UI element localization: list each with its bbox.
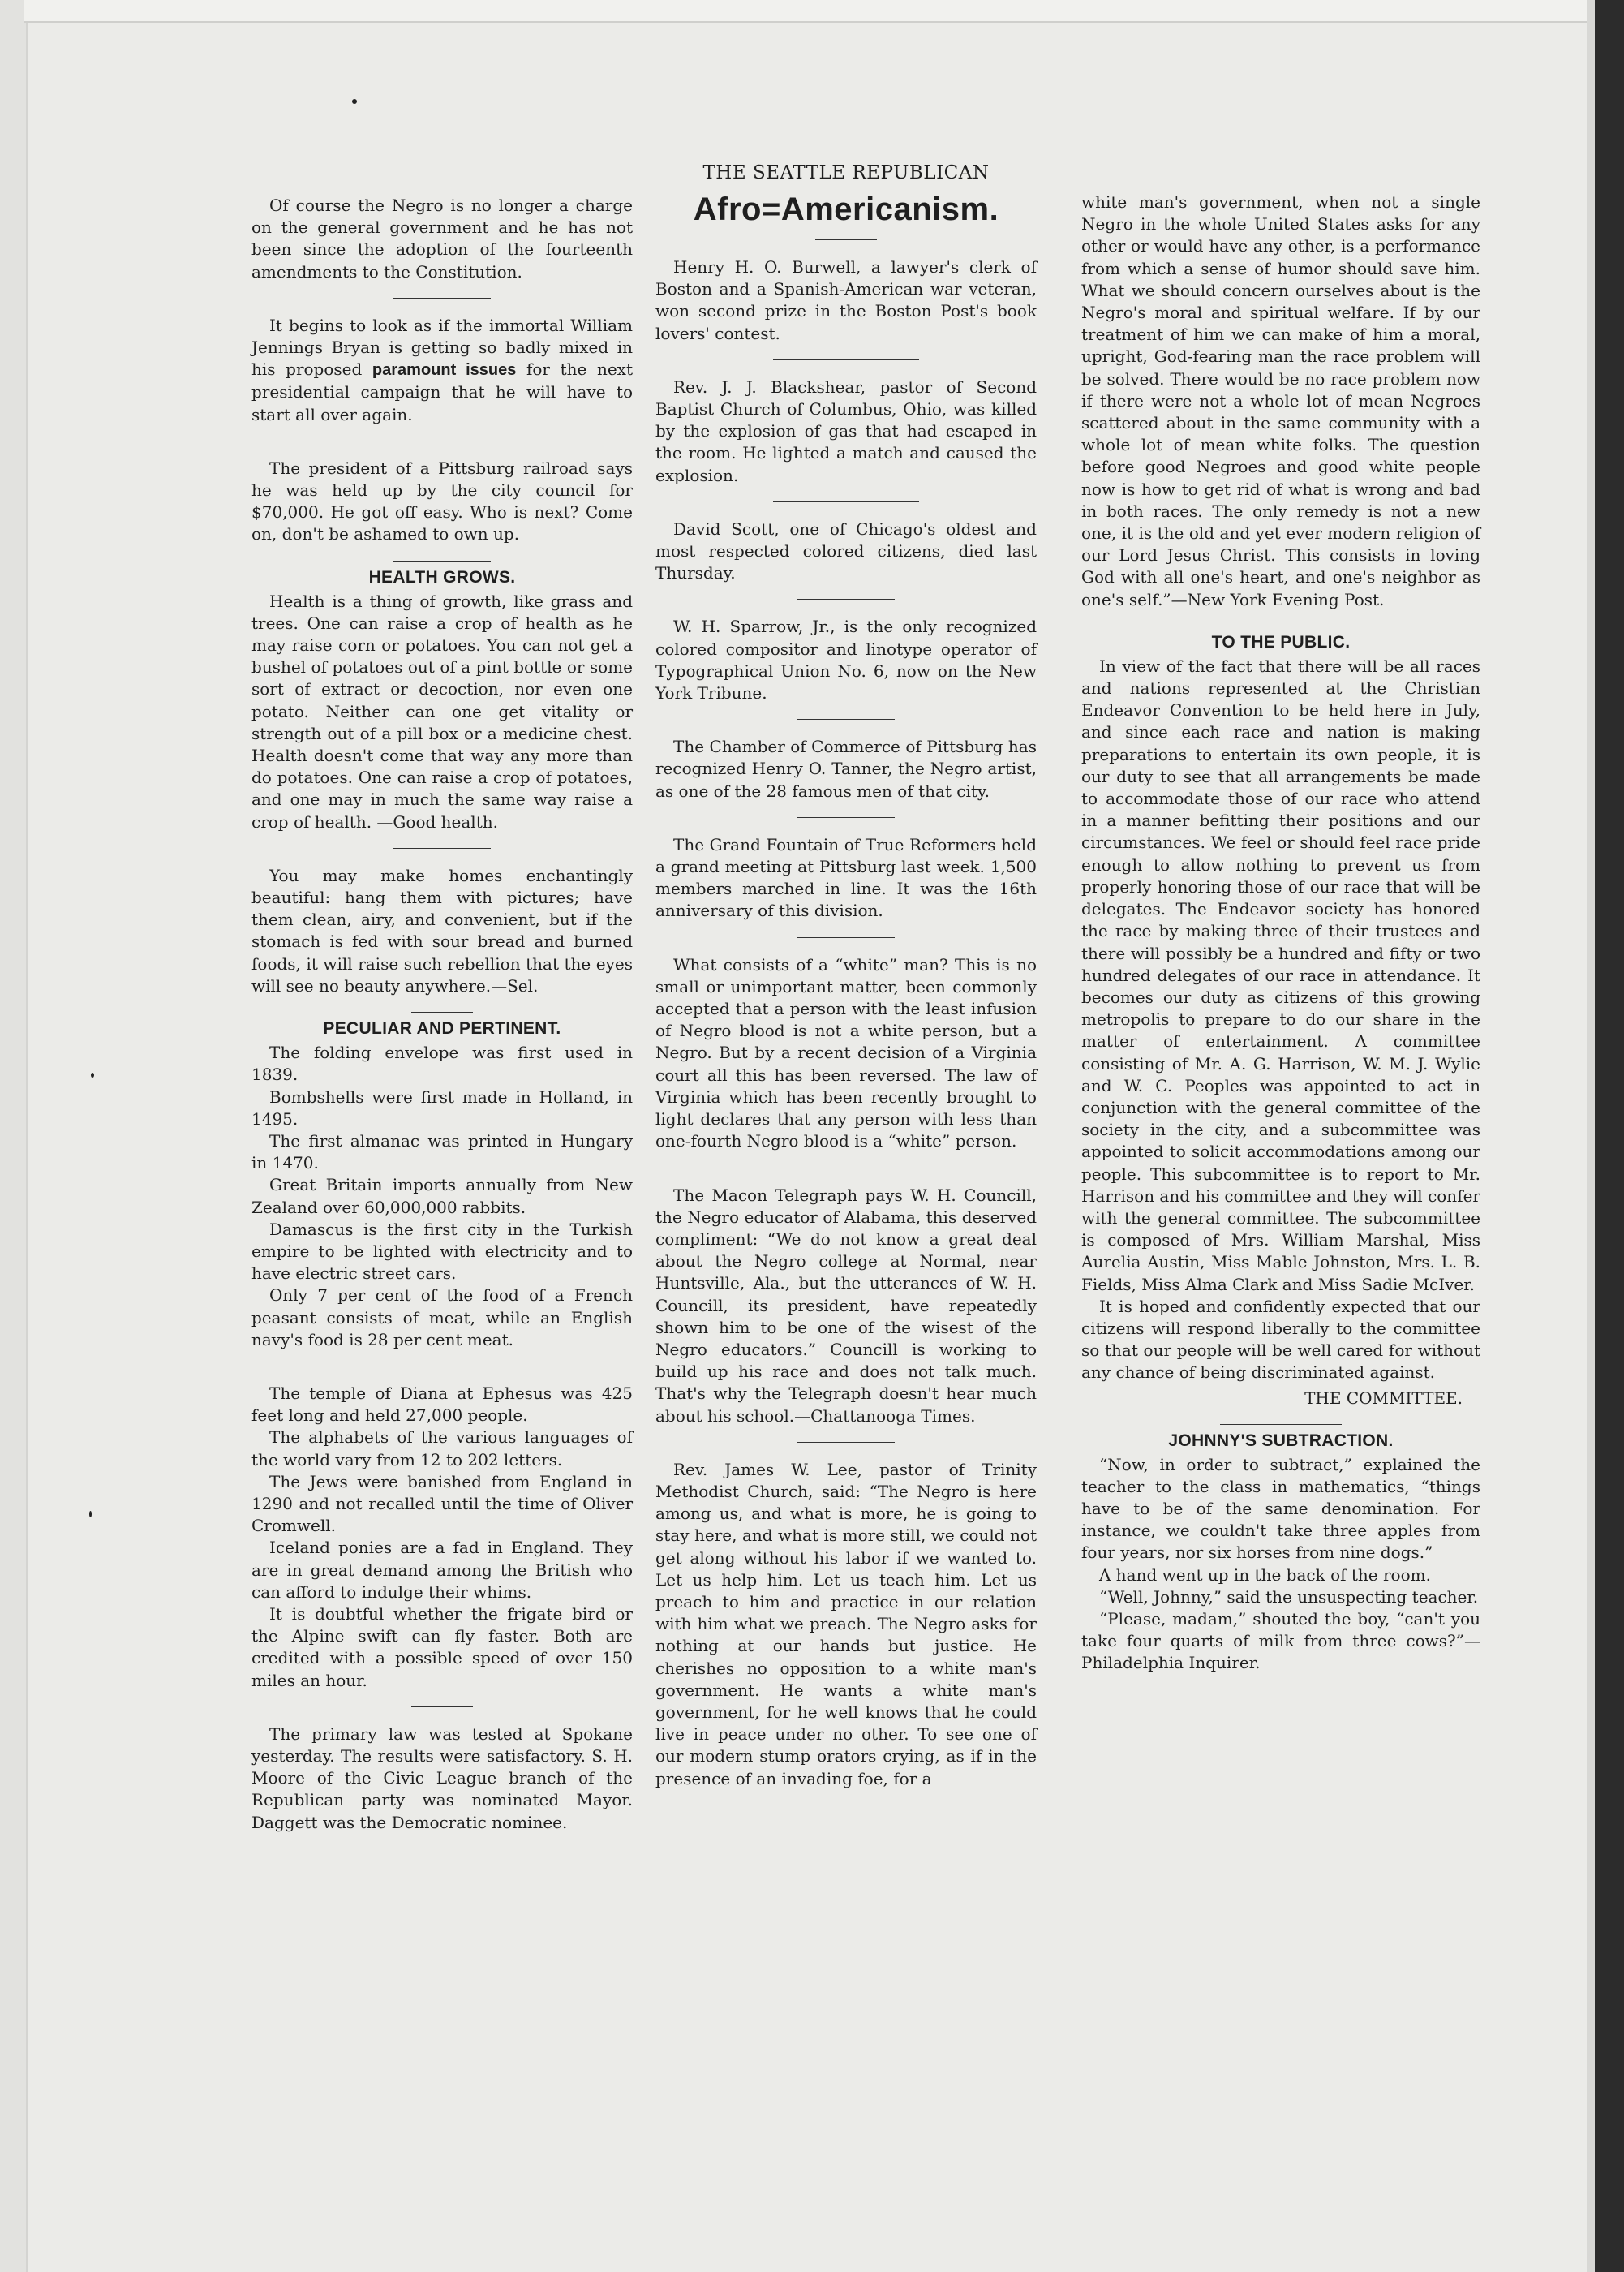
facts-list-1 — [251, 1042, 633, 1351]
section-title: Afro=Americanism. — [693, 191, 999, 227]
item-johnny-3: “Well, Johnny,” said the unsuspecting teacher. — [1099, 1586, 1479, 1607]
running-head: THE SEATTLE REPUBLICAN — [702, 162, 990, 183]
item-lee: Rev. James W. Lee, pastor of Trinity Methodist Church, said: “The Negro is here among us, and what is more, he is going to stay here, and what is more still, we could not get along without his labor if we wanted to. Let us help him. Let us teach him. Let us preach to him and practice in our relation with him what we preach. The Negro asks for nothing at our hands but justice. He cherishes no opposition to a white man's government. He wants a white man's government, for he well knows that he could live in peace under no other. To see one of our modern stump orators crying, as if in the presence of an invading foe, for a — [655, 1459, 1037, 1788]
fact-item: The Jews were banished from England in 1290 and not recalled until the time of Oliver Cromwell. — [251, 1471, 633, 1536]
item-sparrow: W. H. Sparrow, Jr., is the only recognized colored compositor and linotype operator of Typographical Union No. 6, now on the New York Tribune. — [655, 617, 1037, 704]
signature-committee: THE COMMITTEE. — [1304, 1388, 1463, 1408]
column-middle — [655, 162, 1037, 1790]
item-tanner: The Chamber of Commerce of Pittsburg has recognized Henry O. Tanner, the Negro artist, as one of the 28 famous men of that city. — [655, 737, 1037, 801]
fact-item: The alphabets of the various languages of the world vary from 12 to 202 letters. — [251, 1427, 633, 1469]
divider — [797, 817, 895, 818]
divider — [393, 561, 491, 562]
fact-item: The temple of Diana at Ephesus was 425 feet long and held 27,000 people. — [251, 1383, 633, 1426]
item-bryan: It begins to look as if the immortal William Jennings Bryan is getting so badly mixed in his proposed paramount issues for the next presidential campaign that he will have to start all over again. — [251, 315, 633, 424]
item-johnny-2: A hand went up in the back of the room. — [1099, 1564, 1431, 1585]
column-right — [1081, 191, 1480, 1675]
column-left — [251, 195, 633, 1834]
scan-right-edge — [1595, 0, 1624, 2272]
headline-to-the-public: TO THE PUBLIC. — [1211, 632, 1351, 652]
divider — [797, 1442, 895, 1443]
item-councill: The Macon Telegraph pays W. H. Councill, the Negro educator of Alabama, this deserved compliment: “We do not know a great deal about the Negro college at Normal, near Huntsville, Ala., but the utterances of W. H. Councill, its president, have repeatedly shown him to be one of the wisest of the Negro educators.” Councill is working to build up his race and does not talk much. That's why the Telegraph doesn't hear much about his school.—Chattanooga Times. — [655, 1185, 1037, 1426]
item-blackshear: Rev. J. J. Blackshear, pastor of Second Baptist Church of Columbus, Ohio, was killed by the explosion of gas that had escaped in the room. He lighted a match and caused the explosion. — [655, 377, 1037, 485]
ink-speck — [91, 1073, 94, 1078]
divider — [797, 599, 895, 600]
scan-right-gutter — [1587, 0, 1595, 2272]
item-public-1: In view of the fact that there will be all races and nations represented at the Christian Endeavor Convention to be held here in July, and since each race and nation is making preparations to entertain its own people, it is our duty to see that all arrangements be made to accommodate those of our race who attend in a manner befitting their positions and our circumstances. We feel or should feel race pride enough to allow nothing to prevent us from properly honoring those of our race that will be delegates. The Endeavor society has honored the race by making three of their trustees and there will possibly be a hundred and fifty or two hundred delegates of our race in attendance. It becomes our duty as citizens of this growing metropolis to prepare to do our share in the matter of entertainment. A committee consisting of Mr. A. G. Harrison, W. M. J. Wylie and W. C. Peoples was appointed to act in conjunction with the general committee of the society in the city, and a subcommittee was appointed to solicit accommodations among our people. This subcommittee is to report to Mr. Harrison and his committee and they will confer with the general committee. The subcommittee is composed of Mrs. William Marshal, Miss Aurelia Austin, Miss Mable Johnston, Mrs. L. B. Fields, Miss Alma Clark and Miss Sadie McIver. — [1081, 656, 1480, 1294]
divider — [393, 848, 491, 849]
item-white-man: What consists of a “white” man? This is no small or unimportant matter, been commonly accepted that a person with the least infusion of Negro blood is not a white person, but a Negro. But by a recent decision of a Virginia court all this has been reversed. The law of Virginia which has been recently brought to light declares that any person with less than one-fourth Negro blood is a “white” person. — [655, 954, 1037, 1151]
item-lee-continued: white man's government, when not a single Negro in the whole United States asks for any other or would have any other, is a performance from which a sense of humor should save him. What we should concern ourselves about is the Negro's moral and spiritual welfare. If by our treatment of him we can make of him a moral, upright, God-fearing man the race problem will be solved. There would be no race problem now if there were not a whole lot of mean Negroes scattered about in the same community with a whole lot of mean white folks. The question before good Negroes and good white people now is how to get rid of what is wrong and bad in both races. The only remedy is not a new one, it is the old and yet ever modern religion of our Lord Jesus Christ. This consists in loving God with all one's heart, and one's neighbor as one's self.”—New York Evening Post. — [1081, 192, 1480, 609]
fact-item: Bombshells were first made in Holland, in 1495. — [251, 1087, 633, 1129]
divider — [1220, 1424, 1342, 1425]
item-pittsburg-railroad: The president of a Pittsburg railroad says he was held up by the city council for $70,000. He got off easy. Who is next? Come on, don't be ashamed to own up. — [251, 458, 633, 544]
item-homes: You may make homes enchantingly beautiful: hang them with pictures; have them clean, airy, and convenient, but if the stomach is fed with sour bread and burned foods, it will raise such rebellion that the eyes will see no beauty anywhere.—Sel. — [251, 865, 633, 996]
item-spokane: The primary law was tested at Spokane yesterday. The results were satisfactory. S. H. Moore of the Civic League branch of the Republican party was nominated Mayor. Daggett was the Democratic nominee. — [251, 1723, 633, 1832]
headline-peculiar-pertinent: PECULIAR AND PERTINENT. — [323, 1019, 561, 1039]
divider — [797, 719, 895, 720]
headline-johnnys-subtraction: JOHNNY'S SUBTRACTION. — [1168, 1431, 1394, 1450]
scan-top-edge — [24, 0, 1590, 23]
item-reformers: The Grand Fountain of True Reformers held a grand meeting at Pittsburg last week. 1,500 members marched in line. It was the 16th anniversary of this division. — [655, 834, 1037, 921]
facts-list-2 — [251, 1383, 633, 1692]
item-burwell: Henry H. O. Burwell, a lawyer's clerk of Boston and a Spanish-American war veteran, won second prize in the Boston Post's book lovers' contest. — [655, 257, 1037, 343]
item-health: Health is a thing of growth, like grass and trees. One can raise a crop of health as he may raise corn or potatoes. You can not get a bushel of potatoes out of a pint bottle or some sort of extract or decoction, nor even one potato. Neither can one get vitality or strength out of a pill box or a medicine chest. Health doesn't come that way any more than do potatoes. One can raise a crop of potatoes, and one may in much the same way raise a crop of health. —Good health. — [251, 591, 633, 832]
headline-health-grows: HEALTH GROWS. — [368, 567, 516, 587]
divider — [815, 239, 877, 240]
scan-left-margin — [0, 0, 28, 2272]
divider — [411, 1012, 473, 1013]
fact-item: The folding envelope was first used in 1839. — [251, 1043, 633, 1085]
bold-phrase: paramount issues — [372, 361, 517, 380]
item-public-2: It is hoped and confidently expected that our citizens will respond liberally to the committee so that our people will be well cared for without any chance of being discriminated against. — [1081, 1296, 1480, 1383]
divider — [393, 298, 491, 299]
ink-speck — [352, 99, 357, 104]
divider — [411, 1706, 473, 1707]
fact-item: Only 7 per cent of the food of a French peasant consists of meat, while an English navy's food is 28 per cent meat. — [251, 1285, 633, 1349]
divider — [797, 937, 895, 938]
fact-item: Great Britain imports annually from New Zealand over 60,000,000 rabbits. — [251, 1175, 633, 1217]
divider — [773, 359, 919, 360]
item-johnny-1: “Now, in order to subtract,” explained the teacher to the class in mathematics, “things have to be of the same denomination. For instance, we couldn't take three apples from four years, nor six horses from nine dogs.” — [1081, 1454, 1480, 1563]
fact-item: It is doubtful whether the frigate bird or the Alpine swift can fly faster. Both are credited with a possible speed of over 150 miles an hour. — [251, 1603, 633, 1690]
item-scott: David Scott, one of Chicago's oldest and most respected colored citizens, died last Thursday. — [655, 519, 1037, 583]
item-johnny-4: “Please, madam,” shouted the boy, “can't you take four quarts of milk from three cows?”—Philadelphia Inquirer. — [1081, 1608, 1480, 1673]
fact-item: Iceland ponies are a fad in England. They are in great demand among the British who can afford to indulge their whims. — [251, 1538, 633, 1602]
divider — [773, 501, 919, 502]
fact-item: Damascus is the first city in the Turkish empire to be lighted with electricity and to have electric street cars. — [251, 1219, 633, 1284]
item-negro-charge: Of course the Negro is no longer a charge on the general government and he has not been since the adoption of the fourteenth amendments to the Constitution. — [251, 196, 633, 282]
ink-speck — [89, 1511, 92, 1517]
fact-item: The first almanac was printed in Hungary in 1470. — [251, 1130, 633, 1173]
